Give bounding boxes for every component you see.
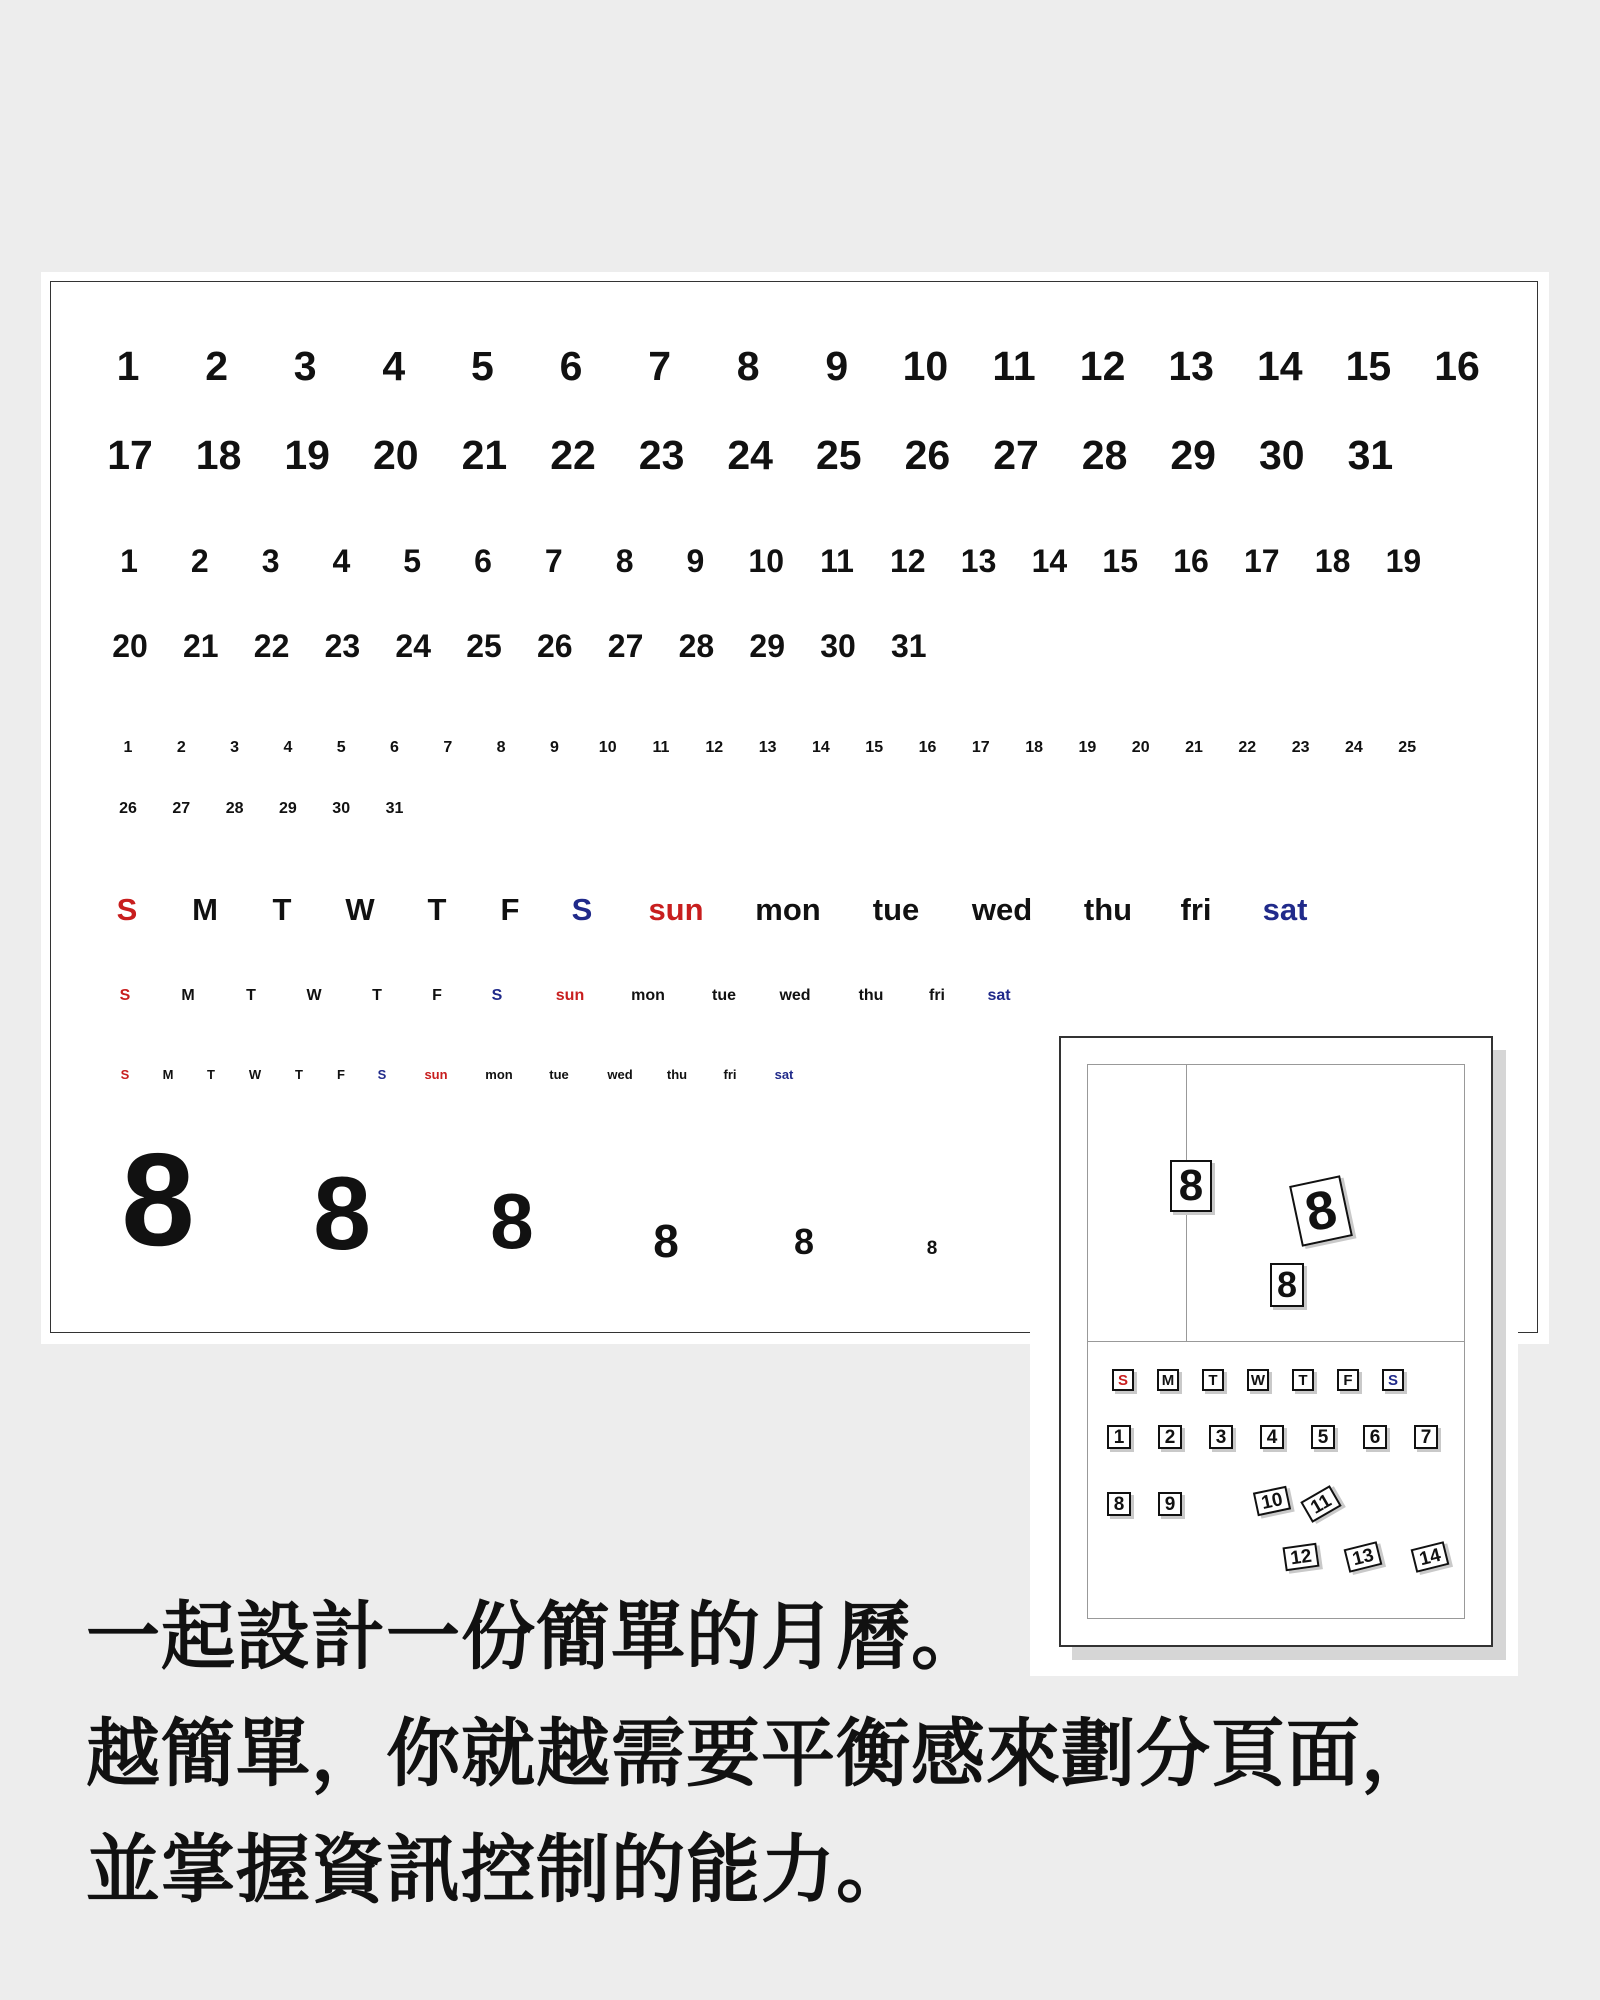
- day-tile: 8: [1107, 1492, 1131, 1516]
- day-number-large: 25: [815, 432, 862, 478]
- day-tile: 14: [1411, 1541, 1450, 1573]
- day-number-large: 19: [284, 432, 330, 478]
- day-number-large: 28: [1081, 432, 1128, 478]
- day-number-medium: 11: [820, 543, 854, 579]
- day-number-large: 14: [1256, 343, 1303, 389]
- day-number-large: 9: [825, 343, 849, 389]
- digit-sample-eight: 8: [653, 1215, 679, 1267]
- day-number-medium: 18: [1314, 543, 1351, 579]
- weekday-tile: S: [1112, 1369, 1134, 1391]
- digit-sample-eight: 8: [926, 1238, 938, 1259]
- day-tile: 2: [1158, 1425, 1182, 1449]
- day-number-medium: 12: [890, 543, 926, 579]
- day-number-medium: 17: [1244, 543, 1280, 579]
- weekday-word: sat: [774, 1067, 794, 1082]
- weekday-word: fri: [723, 1067, 737, 1082]
- day-number-small: 10: [598, 739, 617, 756]
- day-number-medium: 2: [190, 543, 209, 579]
- weekday-letter: M: [181, 987, 195, 1004]
- day-tile: 6: [1363, 1425, 1387, 1449]
- day-number-medium: 7: [544, 543, 563, 579]
- weekday-letter: M: [192, 892, 218, 927]
- day-number-small: 28: [225, 800, 244, 817]
- day-number-medium: 4: [332, 543, 351, 579]
- day-number-medium: 10: [748, 543, 784, 579]
- weekday-letter: S: [116, 892, 138, 927]
- day-number-large: 8: [736, 343, 760, 389]
- day-number-medium: 25: [466, 628, 502, 664]
- day-number-medium: 5: [403, 543, 422, 579]
- day-number-large: 15: [1345, 343, 1392, 389]
- calendar-layout-inset: [1059, 1036, 1493, 1647]
- day-number-small: 15: [865, 739, 884, 756]
- day-number-medium: 27: [607, 628, 644, 664]
- day-number-medium: 29: [749, 628, 785, 664]
- day-number-large: 7: [648, 343, 671, 389]
- day-number-small: 14: [811, 739, 830, 756]
- day-number-small: 3: [230, 739, 240, 756]
- weekday-letter: W: [345, 892, 375, 927]
- weekday-word: thu: [1083, 892, 1133, 927]
- weekday-word: sun: [424, 1067, 448, 1082]
- day-number-large: 22: [550, 432, 596, 478]
- weekday-letter: F: [432, 987, 442, 1004]
- weekday-word: thu: [666, 1067, 688, 1082]
- weekday-word: sat: [987, 987, 1011, 1004]
- day-number-small: 26: [119, 800, 137, 817]
- weekday-word: wed: [607, 1067, 633, 1082]
- day-number-small: 17: [971, 739, 990, 756]
- day-number-medium: 6: [474, 543, 492, 579]
- day-number-small: 20: [1131, 739, 1150, 756]
- day-number-large: 12: [1079, 343, 1126, 389]
- caption-line-2: 越簡單，你就越需要平衡感來劃分頁面，: [86, 1712, 1436, 1795]
- day-number-large: 20: [372, 432, 419, 478]
- weekday-tile: T: [1202, 1369, 1224, 1391]
- day-number-large: 27: [993, 432, 1039, 478]
- day-number-medium: 9: [686, 543, 705, 579]
- day-number-large: 3: [293, 343, 317, 389]
- day-number-small: 6: [390, 739, 399, 756]
- day-number-large: 31: [1347, 432, 1394, 478]
- day-number-small: 31: [385, 800, 404, 817]
- day-number-large: 30: [1258, 432, 1305, 478]
- weekday-tile: F: [1337, 1369, 1359, 1391]
- day-number-medium: 23: [324, 628, 361, 664]
- digit-sample-eight: 8: [313, 1156, 371, 1272]
- day-number-medium: 19: [1385, 543, 1422, 579]
- day-number-large: 26: [904, 432, 951, 478]
- day-number-large: 24: [727, 432, 773, 478]
- day-number-large: 21: [461, 432, 508, 478]
- day-tile: 5: [1311, 1425, 1335, 1449]
- day-number-large: 18: [195, 432, 242, 478]
- weekday-tile: W: [1247, 1369, 1269, 1391]
- weekday-letter: S: [571, 892, 593, 927]
- weekday-letter: M: [162, 1067, 174, 1082]
- day-number-large: 11: [992, 343, 1036, 389]
- weekday-letter: W: [248, 1067, 262, 1082]
- day-tile: 1: [1107, 1425, 1131, 1449]
- weekday-letter: T: [372, 987, 382, 1004]
- day-number-medium: 31: [891, 628, 927, 664]
- day-tile: 4: [1260, 1425, 1284, 1449]
- day-number-medium: 22: [253, 628, 290, 664]
- weekday-word: mon: [631, 987, 665, 1004]
- day-tile: 9: [1158, 1492, 1182, 1516]
- weekday-letter: S: [119, 987, 131, 1004]
- day-number-small: 4: [283, 739, 293, 756]
- day-number-large: 6: [559, 343, 583, 389]
- day-number-small: 27: [172, 800, 191, 817]
- digit-tile: 8: [1289, 1175, 1353, 1246]
- digit-sample-eight: 8: [121, 1126, 195, 1273]
- day-number-large: 4: [382, 343, 406, 389]
- weekday-word: tue: [549, 1067, 569, 1082]
- day-number-small: 8: [496, 739, 506, 756]
- weekday-letter: T: [427, 892, 447, 927]
- day-tile: 11: [1300, 1485, 1341, 1523]
- day-number-large: 13: [1168, 343, 1214, 389]
- day-number-small: 21: [1185, 739, 1203, 756]
- day-tile: 12: [1282, 1543, 1319, 1571]
- weekday-word: tue: [872, 892, 920, 927]
- day-number-medium: 8: [615, 543, 634, 579]
- day-tile: 13: [1344, 1541, 1383, 1573]
- day-number-small: 29: [278, 800, 297, 817]
- inset-frame: [1087, 1064, 1465, 1619]
- digit-sample-eight: 8: [490, 1177, 534, 1265]
- day-number-medium: 15: [1102, 543, 1138, 579]
- weekday-word: mon: [755, 892, 821, 927]
- weekday-word: sun: [555, 987, 585, 1004]
- day-number-small: 25: [1398, 739, 1417, 756]
- day-number-small: 23: [1291, 739, 1310, 756]
- weekday-word: sun: [648, 892, 704, 927]
- weekday-letter: T: [272, 892, 292, 927]
- inset-horizontal-divider: [1088, 1341, 1464, 1342]
- weekday-letter: T: [295, 1067, 303, 1082]
- day-number-large: 23: [638, 432, 685, 478]
- day-number-medium: 3: [261, 543, 280, 579]
- day-number-large: 1: [116, 343, 140, 389]
- day-number-medium: 28: [678, 628, 715, 664]
- day-number-large: 16: [1434, 343, 1480, 389]
- day-number-medium: 21: [183, 628, 219, 664]
- day-number-medium: 30: [820, 628, 856, 664]
- weekday-letter: F: [500, 892, 520, 927]
- day-number-large: 29: [1170, 432, 1216, 478]
- day-number-small: 5: [336, 739, 346, 756]
- day-number-large: 10: [902, 343, 949, 389]
- day-number-small: 18: [1025, 739, 1043, 756]
- day-number-small: 12: [705, 739, 724, 756]
- caption-line-3: 並掌握資訊控制的能力。: [86, 1828, 911, 1911]
- weekday-tile: T: [1292, 1369, 1314, 1391]
- weekday-word: fri: [929, 987, 945, 1004]
- weekday-letter: F: [337, 1067, 345, 1082]
- weekday-word: mon: [485, 1067, 513, 1082]
- day-number-small: 16: [918, 739, 937, 756]
- day-number-medium: 1: [120, 543, 138, 579]
- weekday-letter: S: [377, 1067, 387, 1082]
- day-number-large: 5: [470, 343, 494, 389]
- day-tile: 7: [1414, 1425, 1438, 1449]
- day-number-medium: 13: [960, 543, 997, 579]
- weekday-letter: S: [120, 1067, 130, 1082]
- day-number-small: 30: [332, 800, 351, 817]
- day-number-large: 17: [107, 432, 153, 478]
- day-number-large: 2: [205, 343, 228, 389]
- digit-tile: 8: [1270, 1263, 1304, 1307]
- weekday-letter: S: [491, 987, 503, 1004]
- day-number-small: 1: [123, 739, 133, 756]
- weekday-tile: M: [1157, 1369, 1179, 1391]
- digit-sample-eight: 8: [793, 1221, 815, 1262]
- caption-line-1: 一起設計一份簡單的月曆。: [86, 1595, 986, 1678]
- day-number-medium: 16: [1173, 543, 1209, 579]
- weekday-letter: W: [306, 987, 322, 1004]
- weekday-letter: T: [207, 1067, 215, 1082]
- weekday-word: thu: [858, 987, 884, 1004]
- day-number-small: 9: [549, 739, 559, 756]
- day-number-small: 22: [1238, 739, 1257, 756]
- weekday-word: wed: [779, 987, 811, 1004]
- weekday-word: tue: [712, 987, 736, 1004]
- day-number-small: 11: [652, 739, 670, 756]
- day-number-small: 7: [443, 739, 453, 756]
- day-number-medium: 20: [112, 628, 148, 664]
- day-tile: 10: [1253, 1486, 1291, 1517]
- day-number-medium: 26: [537, 628, 573, 664]
- weekday-word: sat: [1262, 892, 1308, 927]
- weekday-letter: T: [246, 987, 256, 1004]
- weekday-word: fri: [1180, 892, 1212, 927]
- digit-tile: 8: [1170, 1160, 1212, 1212]
- day-number-medium: 14: [1031, 543, 1068, 579]
- day-number-medium: 24: [395, 628, 431, 664]
- day-tile: 3: [1209, 1425, 1233, 1449]
- day-number-small: 2: [176, 739, 186, 756]
- weekday-word: wed: [971, 892, 1033, 927]
- weekday-tile: S: [1382, 1369, 1404, 1391]
- day-number-small: 24: [1344, 739, 1363, 756]
- day-number-small: 13: [758, 739, 777, 756]
- day-number-small: 19: [1078, 739, 1097, 756]
